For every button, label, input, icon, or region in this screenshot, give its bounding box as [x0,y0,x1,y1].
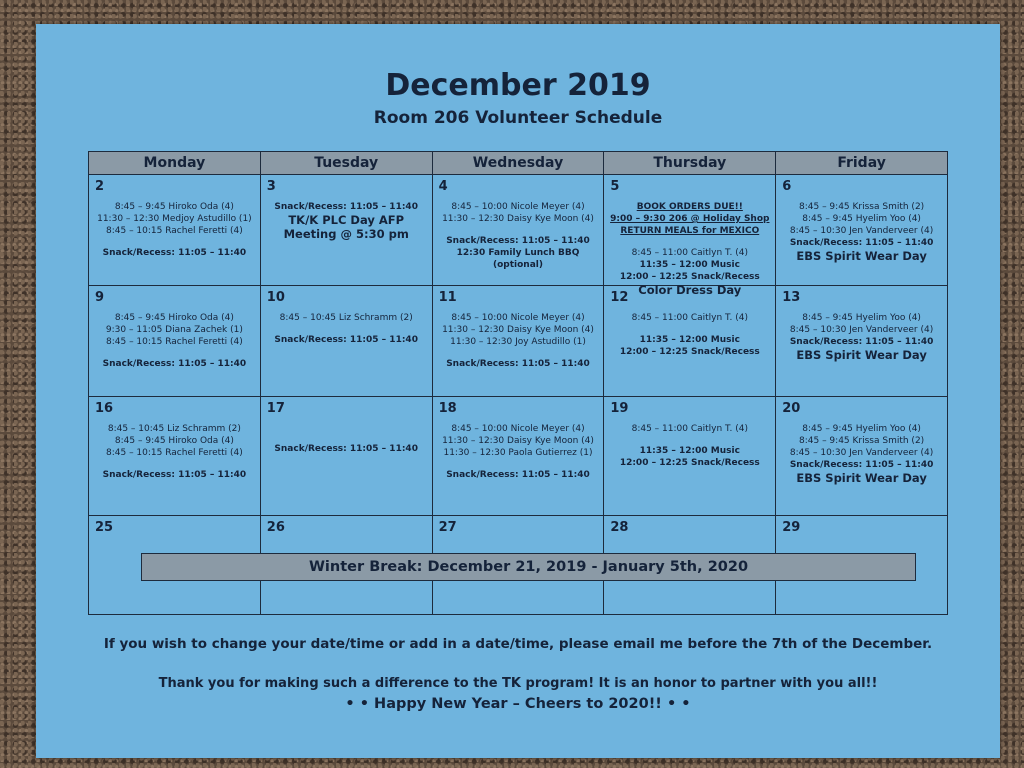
schedule-entry: 9:30 – 11:05 Diana Zachek (1) [105,325,243,336]
day-entries [263,312,430,346]
day-cell [260,286,432,397]
page-title: December 2019 [385,68,651,103]
day-entries [435,312,602,370]
day-cell [89,286,261,397]
schedule-entry: 12:00 – 12:25 Snack/Recess [619,347,760,358]
day-cell [432,397,604,516]
schedule-entry: Snack/Recess: 11:05 – 11:40 [789,238,934,248]
schedule-entry: Snack/Recess: 11:05 – 11:40 [446,236,590,246]
footer-greeting: • • Happy New Year – Cheers to 2020!! • • [345,696,691,712]
day-number: 25 [95,520,114,536]
schedule-entry: RETURN MEALS for MEXICO [620,226,760,236]
day-entries [263,423,430,455]
day-number: 29 [782,520,801,536]
day-cell [604,397,776,516]
weekday-header: Friday [776,152,948,175]
schedule-entry: 8:45 – 11:00 Caitlyn T. (4) [631,248,748,258]
day-entries [91,201,258,259]
schedule-entry: Snack/Recess: 11:05 – 11:40 [789,460,934,471]
schedule-entry: 8:45 – 10:00 Nicole Meyer (4) [451,202,585,212]
schedule-entry: Snack/Recess: 11:05 – 11:40 [789,337,934,348]
schedule-entry: 11:30 – 12:30 Daisy Kye Moon (4) [442,214,594,224]
schedule-entry: 11:30 – 12:30 Daisy Kye Moon (4) [442,325,594,336]
entry-spacer [435,459,602,469]
schedule-entry: 8:45 – 9:45 Hiroko Oda (4) [114,313,234,324]
day-entries [606,312,773,358]
weekday-header-row [89,152,948,175]
day-entries [778,201,945,263]
schedule-entry: 8:45 – 9:45 Hiroko Oda (4) [114,202,234,212]
entry-spacer [263,433,430,443]
entry-spacer [606,324,773,334]
schedule-entry: 8:45 – 11:00 Caitlyn T. (4) [631,424,748,435]
schedule-entry: Snack/Recess: 11:05 – 11:40 [102,359,247,370]
schedule-entry: 8:45 – 10:30 Jen Vanderveer (4) [789,448,934,459]
day-number: 17 [266,401,285,417]
schedule-entry: 11:30 – 12:30 Medjoy Astudillo (1) [97,214,252,224]
entry-spacer [606,237,773,247]
day-cell [260,397,432,516]
day-number: 2 [95,179,105,194]
schedule-entry: 8:45 – 10:45 Liz Schramm (2) [107,424,241,435]
day-number: 4 [438,179,448,194]
schedule-entry: 9:00 – 9:30 206 @ Holiday Shop [610,214,770,224]
schedule-entry: 11:30 – 12:30 Paola Gutierrez (1) [443,448,593,459]
schedule-entry: TK/K PLC Day AFP [288,213,405,227]
schedule-entry: 8:45 – 10:30 Jen Vanderveer (4) [789,325,934,336]
day-number: 27 [438,520,457,536]
schedule-entry: Snack/Recess: 11:05 – 11:40 [102,248,247,258]
day-cell [89,175,261,286]
weekday-header: Wednesday [432,152,604,175]
entry-spacer [435,348,602,358]
day-cell [776,286,948,397]
week-row [89,175,948,286]
day-entries [263,201,430,241]
entry-spacer [435,225,602,235]
day-entries [606,423,773,469]
day-number: 13 [782,290,801,306]
day-cell [776,175,948,286]
day-cell [432,286,604,397]
day-entries [435,201,602,271]
schedule-entry: Meeting @ 5:30 pm [283,227,409,241]
week-row [89,286,948,397]
day-entries [91,423,258,481]
day-cell [604,286,776,397]
entry-spacer [606,435,773,445]
day-entries [778,423,945,485]
day-number: 6 [782,179,792,194]
schedule-entry: 8:45 – 10:45 Liz Schramm (2) [279,313,413,324]
schedule-entry: BOOK ORDERS DUE!! [636,202,743,212]
schedule-entry: 8:45 – 9:45 Hyelim Yoo (4) [802,214,921,224]
schedule-entry: 8:45 – 10:00 Nicole Meyer (4) [451,313,585,324]
footer-thanks: Thank you for making such a difference to the TK program! It is an honor to partner with you all!! [158,676,878,691]
schedule-entry: 8:45 – 11:00 Caitlyn T. (4) [631,313,748,324]
day-number: 10 [266,290,285,306]
day-number: 28 [610,520,629,536]
schedule-entry: 8:45 – 9:45 Krissa Smith (2) [799,202,925,212]
day-number: 19 [610,401,629,417]
entry-spacer [91,459,258,469]
day-entries [778,312,945,362]
schedule-entry: 8:45 – 9:45 Hyelim Yoo (4) [802,424,921,435]
schedule-entry: 8:45 – 10:30 Jen Vanderveer (4) [789,226,934,236]
calendar-table [88,151,948,615]
schedule-entry: Color Dress Day [638,283,742,297]
day-number: 11 [438,290,457,306]
schedule-entry: Snack/Recess: 11:05 – 11:40 [274,335,418,346]
day-cell [776,397,948,516]
entry-spacer [263,324,430,334]
schedule-entry: 8:45 – 9:45 Hyelim Yoo (4) [802,313,921,324]
schedule-entry: Snack/Recess: 11:05 – 11:40 [274,202,418,212]
day-cell [432,175,604,286]
schedule-entry: 8:45 – 10:15 Rachel Feretti (4) [106,448,243,459]
schedule-entry: 8:45 – 9:45 Hiroko Oda (4) [114,436,234,447]
day-cell [260,175,432,286]
day-entries [435,423,602,481]
weekday-header: Thursday [604,152,776,175]
schedule-entry: 8:45 – 10:15 Rachel Feretti (4) [106,337,243,348]
schedule-entry: Snack/Recess: 11:05 – 11:40 [102,470,247,481]
day-number: 12 [610,290,629,306]
schedule-entry: 8:45 – 9:45 Krissa Smith (2) [799,436,925,447]
schedule-entry: EBS Spirit Wear Day [796,348,927,363]
schedule-entry: EBS Spirit Wear Day [796,249,927,263]
footer-change-note: If you wish to change your date/time or add in a date/time, please email me before the 7th of the December. [103,636,933,652]
schedule-entry: 12:30 Family Lunch BBQ (optional) [456,248,580,270]
schedule-entry: Snack/Recess: 11:05 – 11:40 [446,359,590,370]
entry-spacer [263,423,430,433]
schedule-entry: 11:35 – 12:00 Music [639,335,740,346]
day-number: 18 [438,401,457,417]
entry-spacer [91,237,258,247]
day-number: 5 [610,179,620,194]
schedule-entry: Snack/Recess: 11:05 – 11:40 [274,444,418,455]
day-number: 3 [266,179,276,194]
day-number: 16 [95,401,114,417]
schedule-entry: 11:30 – 12:30 Daisy Kye Moon (4) [442,436,594,447]
day-entries [91,312,258,370]
schedule-entry: 11:30 – 12:30 Joy Astudillo (1) [450,337,586,348]
weekday-header: Monday [89,152,261,175]
winter-break-banner: Winter Break: December 21, 2019 - January 5th, 2020 [141,553,916,581]
entry-spacer [91,348,258,358]
schedule-entry: Snack/Recess: 11:05 – 11:40 [446,470,590,481]
page-subtitle: Room 206 Volunteer Schedule [373,108,663,128]
schedule-entry: EBS Spirit Wear Day [796,471,927,486]
day-number: 9 [95,290,105,306]
schedule-entry: 8:45 – 10:00 Nicole Meyer (4) [451,424,585,435]
week-row [89,397,948,516]
day-cell [604,175,776,297]
day-number: 20 [782,401,801,417]
schedule-entry: 8:45 – 10:15 Rachel Feretti (4) [106,226,243,236]
schedule-entry: 12:00 – 12:25 Snack/Recess [619,272,760,282]
day-entries [606,201,773,297]
day-number: 26 [266,520,285,536]
day-cell [89,397,261,516]
weekday-header: Tuesday [260,152,432,175]
schedule-entry: 11:35 – 12:00 Music [639,260,740,270]
schedule-entry: 11:35 – 12:00 Music [639,446,740,457]
schedule-sheet [36,24,1000,758]
schedule-entry: 12:00 – 12:25 Snack/Recess [619,458,760,469]
